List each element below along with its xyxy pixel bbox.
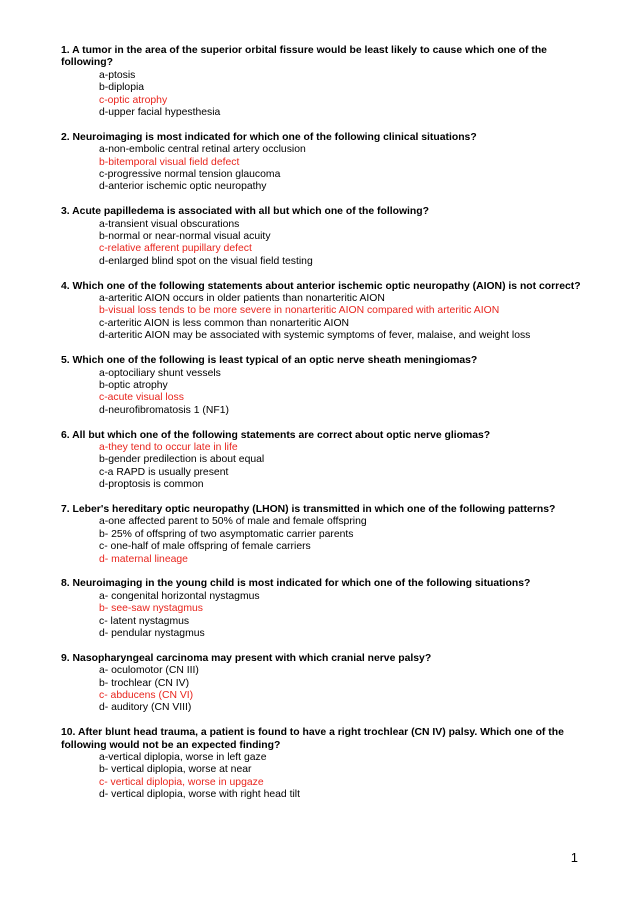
answer-option: a- congenital horizontal nystagmus (99, 590, 260, 602)
answer-option: d-upper facial hypesthesia (99, 107, 221, 119)
question-block (61, 281, 581, 343)
question-text: 1. A tumor in the area of the superior orbital fissure would be least likely to cause which one of the following? (61, 45, 547, 69)
answer-option: a-non-embolic central retinal artery occlusion (99, 144, 306, 156)
answer-option: a-vertical diplopia, worse in left gaze (99, 752, 267, 764)
answer-option: b- 25% of offspring of two asymptomatic carrier parents (99, 528, 354, 540)
answer-option: b- vertical diplopia, worse at near (99, 764, 252, 776)
answer-option-correct: c- abducens (CN VI) (99, 690, 194, 701)
question-block (61, 653, 581, 715)
question-text: 7. Leber's hereditary optic neuropathy (LHON) is transmitted in which one of the following patterns? (61, 503, 556, 515)
question-block (61, 727, 581, 801)
answer-option: a-one affected parent to 50% of male and female offspring (99, 516, 367, 528)
answer-option-correct: a-they tend to occur late in life (99, 441, 238, 453)
question-block (61, 430, 581, 492)
question-text: 10. After blunt head trauma, a patient is found to have a right trochlear (CN IV) palsy. Which one of the following would not be an expected finding? (61, 727, 564, 751)
question-text: 3. Acute papilledema is associated with all but which one of the following? (61, 206, 429, 218)
answer-option: d- auditory (CN VIII) (99, 702, 192, 714)
question-block (61, 45, 581, 119)
question-text: 9. Nasopharyngeal carcinoma may present with which cranial nerve palsy? (61, 652, 432, 664)
answer-option: c- one-half of male offspring of female carriers (99, 541, 311, 553)
answer-option: c-progressive normal tension glaucoma (99, 169, 281, 181)
answer-option: d-arteritic AION may be associated with systemic symptoms of fever, malaise, and weight loss (99, 330, 531, 342)
question-block (61, 578, 581, 640)
question-text: 8. Neuroimaging in the young child is most indicated for which one of the following situations? (61, 578, 531, 590)
answer-option: b-gender predilection is about equal (99, 454, 265, 466)
answer-option: d-enlarged blind spot on the visual field testing (99, 255, 313, 267)
answer-option: c-a RAPD is usually present (99, 466, 229, 478)
question-block (61, 355, 581, 417)
answer-option: b-normal or near-normal visual acuity (99, 231, 271, 243)
answer-option: a-ptosis (99, 69, 136, 81)
question-text: 4. Which one of the following statements about anterior ischemic optic neuropathy (AION) is not correct? (61, 280, 581, 292)
answer-option-correct: c-relative afferent pupillary defect (99, 243, 252, 255)
answer-option: d- pendular nystagmus (99, 627, 205, 639)
answer-option-correct: c- vertical diplopia, worse in upgaze (99, 776, 264, 788)
answer-option: b-optic atrophy (99, 379, 168, 391)
answer-option-correct: d- maternal lineage (99, 553, 188, 565)
answer-option: b- trochlear (CN IV) (99, 677, 190, 689)
question-list (61, 45, 581, 814)
answer-option: d-anterior ischemic optic neuropathy (99, 181, 267, 193)
answer-option-correct: b-bitemporal visual field defect (99, 156, 240, 168)
answer-option: c-arteritic AION is less common than nonarteritic AION (99, 317, 350, 329)
question-block (61, 132, 581, 194)
answer-option: d- vertical diplopia, worse with right head tilt (99, 789, 300, 801)
question-text: 2. Neuroimaging is most indicated for which one of the following clinical situations? (61, 131, 477, 143)
answer-option: b-diplopia (99, 82, 145, 94)
answer-option-correct: c-acute visual loss (99, 392, 184, 404)
question-text: 5. Which one of the following is least typical of an optic nerve sheath meningiomas? (61, 355, 478, 367)
answer-option: a-arteritic AION occurs in older patients than nonarteritic AION (99, 293, 385, 305)
answer-option: d-neurofibromatosis 1 (NF1) (99, 404, 229, 416)
answer-option: c- latent nystagmus (99, 615, 190, 627)
question-block (61, 206, 581, 268)
answer-option: a-transient visual obscurations (99, 218, 240, 230)
answer-option-correct: c-optic atrophy (99, 94, 168, 106)
answer-option: a-optociliary shunt vessels (99, 367, 221, 379)
answer-option-correct: b- see-saw nystagmus (99, 603, 203, 615)
answer-option: a- oculomotor (CN III) (99, 665, 199, 677)
answer-option: d-proptosis is common (99, 479, 204, 491)
question-text: 6. All but which one of the following statements are correct about optic nerve gliomas? (61, 429, 491, 441)
question-block (61, 504, 581, 566)
answer-option-correct: b-visual loss tends to be more severe in nonarteritic AION compared with arteritic AION (99, 305, 500, 317)
page-number: 1 (570, 850, 578, 865)
